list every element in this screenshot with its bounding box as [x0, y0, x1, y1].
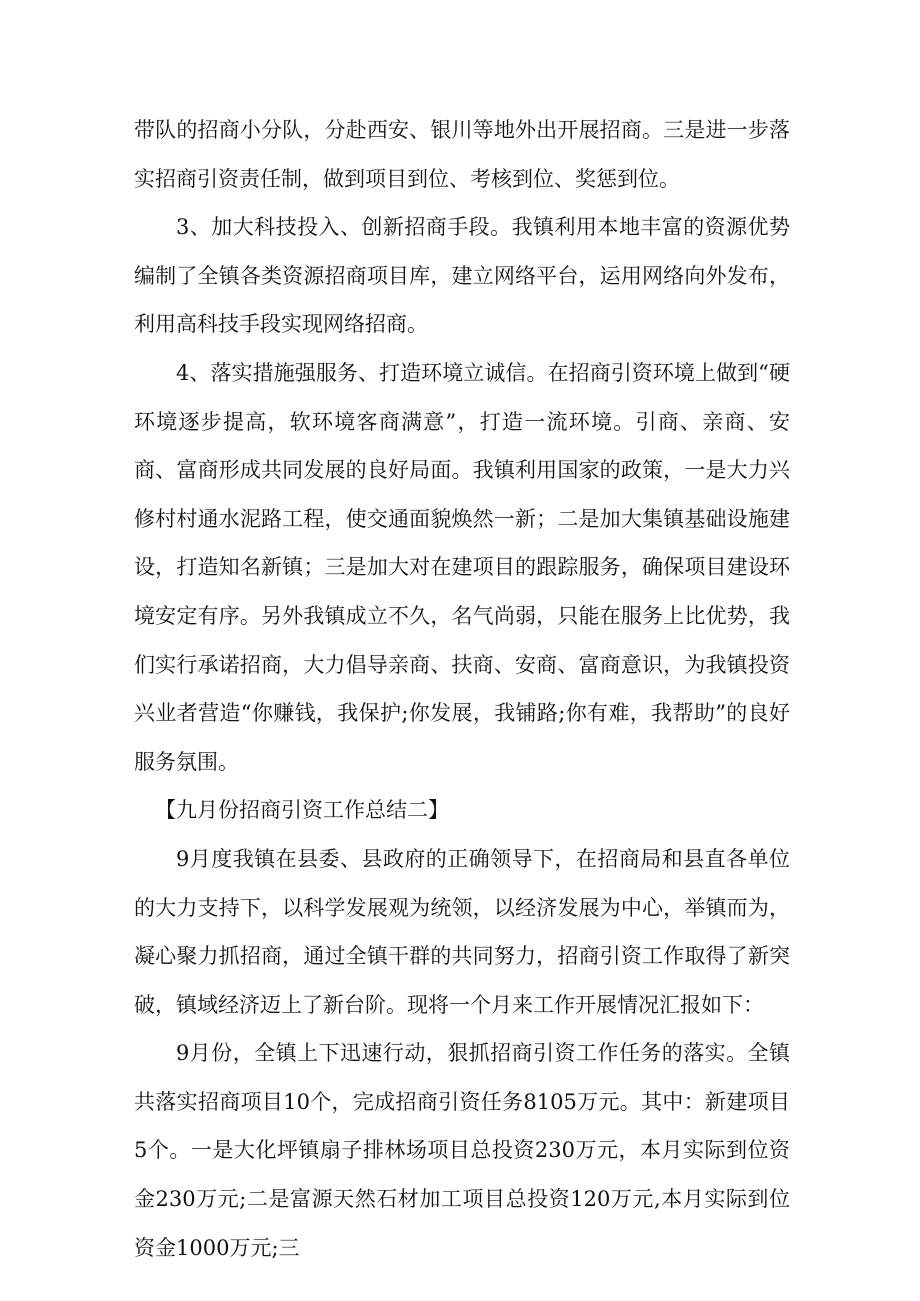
- document-body: [134, 106, 790, 1272]
- paragraph-tech-investment: 3、加大科技投入、创新招商手段。我镇利用本地丰富的资源优势编制了全镇各类资源招商项目库，建立网络平台，运用网络向外发布，利用高科技手段实现网络招商。: [134, 215, 790, 337]
- paragraph-service-environment: 4、落实措施强服务、打造环境立诚信。在招商引资环境上做到“硬环境逐步提高，软环境客商满意”，打造一流环境。引商、亲商、安商、富商形成共同发展的良好局面。我镇利用国家的政策，一是大力兴修村村通水泥路工程，使交通面貌焕然一新；二是加大集镇基础设施建设，打造知名新镇；三是加大对在建项目的跟踪服务，确保项目建设环境安定有序。另外我镇成立不久，名气尚弱，只能在服务上比优势，我们实行承诺招商，大力倡导亲商、扶商、安商、富商意识，为我镇投资兴业者营造“你赚钱，我保护;你发展，我铺路;你有难，我帮助”的良好服务氛围。: [134, 360, 790, 774]
- paragraph-september-projects: 9月份，全镇上下迅速行动，狠抓招商引资工作任务的落实。全镇共落实招商项目10个，完成招商引资任务8105万元。其中：新建项目5个。一是大化坪镇扇子排林场项目总投资230万元，本月实际到位资金230万元;二是富源天然石材加工项目总投资120万元,本月实际到位资金1000万元;三: [134, 1041, 790, 1260]
- paragraph-continuation: 带队的招商小分队，分赴西安、银川等地外出开展招商。三是进一步落实招商引资责任制，做到项目到位、考核到位、奖惩到位。: [134, 118, 790, 191]
- paragraph-september-overview: 9月度我镇在县委、县政府的正确领导下，在招商局和县直各单位的大力支持下，以科学发展观为统领，以经济发展为中心，举镇而为，凝心聚力抓招商，通过全镇干群的共同努力，招商引资工作取得了新突破，镇域经济迈上了新台阶。现将一个月来工作开展情况汇报如下：: [134, 846, 790, 1017]
- section-heading: 【九月份招商引资工作总结二】: [155, 798, 449, 823]
